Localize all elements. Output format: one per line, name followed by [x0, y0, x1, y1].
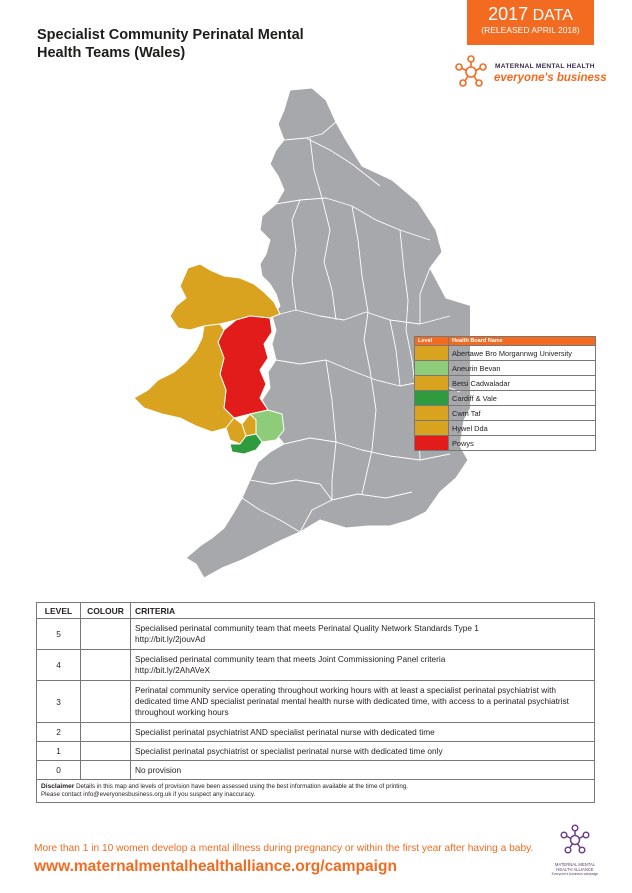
legend-row — [415, 391, 596, 406]
legend-row — [415, 421, 596, 436]
criteria-row — [37, 681, 595, 723]
legend-swatch — [415, 436, 448, 450]
criteria-text: Perinatal community service operating throughout working hours with at least a specialist perinatal psychiatrist with dedicated time AND specialist perinatal mental health nurse with dedicated time, with access to a perinatal psychiatrist throughout working hours — [135, 685, 569, 717]
legend-name: Powys — [449, 436, 596, 451]
legend-swatch — [415, 391, 448, 405]
criteria-colour-header: COLOUR — [81, 603, 131, 619]
criteria-level-header: LEVEL — [37, 603, 81, 619]
criteria-text: Specialised perinatal community team that meets Joint Commissioning Panel criteria — [135, 654, 446, 664]
brand-line2: everyone's business — [494, 72, 607, 84]
criteria-level: 1 — [37, 742, 81, 761]
legend-level-header: Level — [415, 337, 449, 346]
criteria-level: 4 — [37, 650, 81, 681]
criteria-text: Specialised perinatal community team that meets Perinatal Quality Network Standards Type 1 — [135, 623, 479, 633]
legend-row — [415, 346, 596, 361]
region-hywel-dda — [134, 324, 234, 432]
legend-name: Aneurin Bevan — [449, 361, 596, 376]
map-england-wales — [100, 80, 470, 590]
criteria-row — [37, 742, 595, 761]
legend-swatch — [415, 376, 448, 390]
disclaimer-text: Details in this map and levels of provision have been assessed using the best information available at the time of printing. — [76, 783, 409, 790]
criteria-text: Specialist perinatal psychiatrist or specialist perinatal nurse with dedicated time only — [135, 745, 443, 756]
campaign-logo — [452, 54, 607, 90]
criteria-text: No provision — [135, 764, 182, 775]
criteria-header-row — [37, 603, 595, 619]
badge-year: 2017 — [488, 4, 529, 24]
legend-swatch — [415, 346, 448, 360]
page-title: Specialist Community Perinatal Mental Health Teams (Wales) — [37, 27, 304, 61]
criteria-link: http://bit.ly/2jouvAd — [135, 634, 206, 644]
criteria-row — [37, 650, 595, 681]
legend-row — [415, 376, 596, 391]
year-badge — [467, 0, 594, 45]
criteria-level: 5 — [37, 619, 81, 650]
legend-swatch — [415, 406, 448, 420]
criteria-table — [36, 602, 595, 803]
alliance-logo-text1: MATERNAL MENTAL — [554, 862, 596, 867]
legend-row — [415, 361, 596, 376]
legend-swatch — [415, 361, 448, 375]
disclaimer-label: Disclaimer — [41, 783, 75, 790]
legend-name: Hywel Dda — [449, 421, 596, 436]
criteria-text: Specialist perinatal psychiatrist AND specialist perinatal nurse with dedicated time — [135, 726, 435, 737]
legend-name: Betsi Cadwaladar — [449, 376, 596, 391]
criteria-link: http://bit.ly/2AhAVeX — [135, 665, 211, 675]
brand-line1: MATERNAL MENTAL HEALTH — [495, 63, 595, 70]
alliance-flower-icon — [558, 823, 592, 857]
legend-name: Cwm Taf — [449, 406, 596, 421]
footer-note: More than 1 in 10 women develop a mental illness during pregnancy or within the first year after having a baby. — [34, 843, 534, 854]
criteria-criteria-header: CRITERIA — [131, 603, 595, 619]
health-board-legend — [414, 336, 596, 451]
criteria-row — [37, 619, 595, 650]
campaign-url-link[interactable]: www.maternalmentalhealthalliance.org/campaign — [34, 858, 397, 875]
legend-name: Cardiff & Vale — [449, 391, 596, 406]
legend-row — [415, 436, 596, 451]
legend-name-header: Health Board Name — [449, 337, 596, 346]
alliance-logo-text2: HEALTH ALLIANCE — [556, 867, 594, 872]
alliance-logo-text3: Everyone's business campaign — [551, 872, 599, 876]
legend-row — [415, 406, 596, 421]
disclaimer-row — [37, 780, 595, 803]
criteria-level: 3 — [37, 681, 81, 723]
legend-name: Abertawe Bro Morgannwg University — [449, 346, 596, 361]
map-svg — [100, 80, 470, 590]
alliance-logo — [550, 823, 600, 883]
criteria-level: 0 — [37, 761, 81, 780]
criteria-level: 2 — [37, 723, 81, 742]
badge-label: DATA — [532, 7, 573, 24]
legend-swatch — [415, 421, 448, 435]
criteria-row — [37, 723, 595, 742]
badge-released: (RELEASED APRIL 2018) — [481, 25, 580, 35]
disclaimer-contact: Please contact info@everyonesbusiness.org.uk if you suspect any inaccuracy. — [41, 791, 256, 798]
criteria-row — [37, 761, 595, 780]
